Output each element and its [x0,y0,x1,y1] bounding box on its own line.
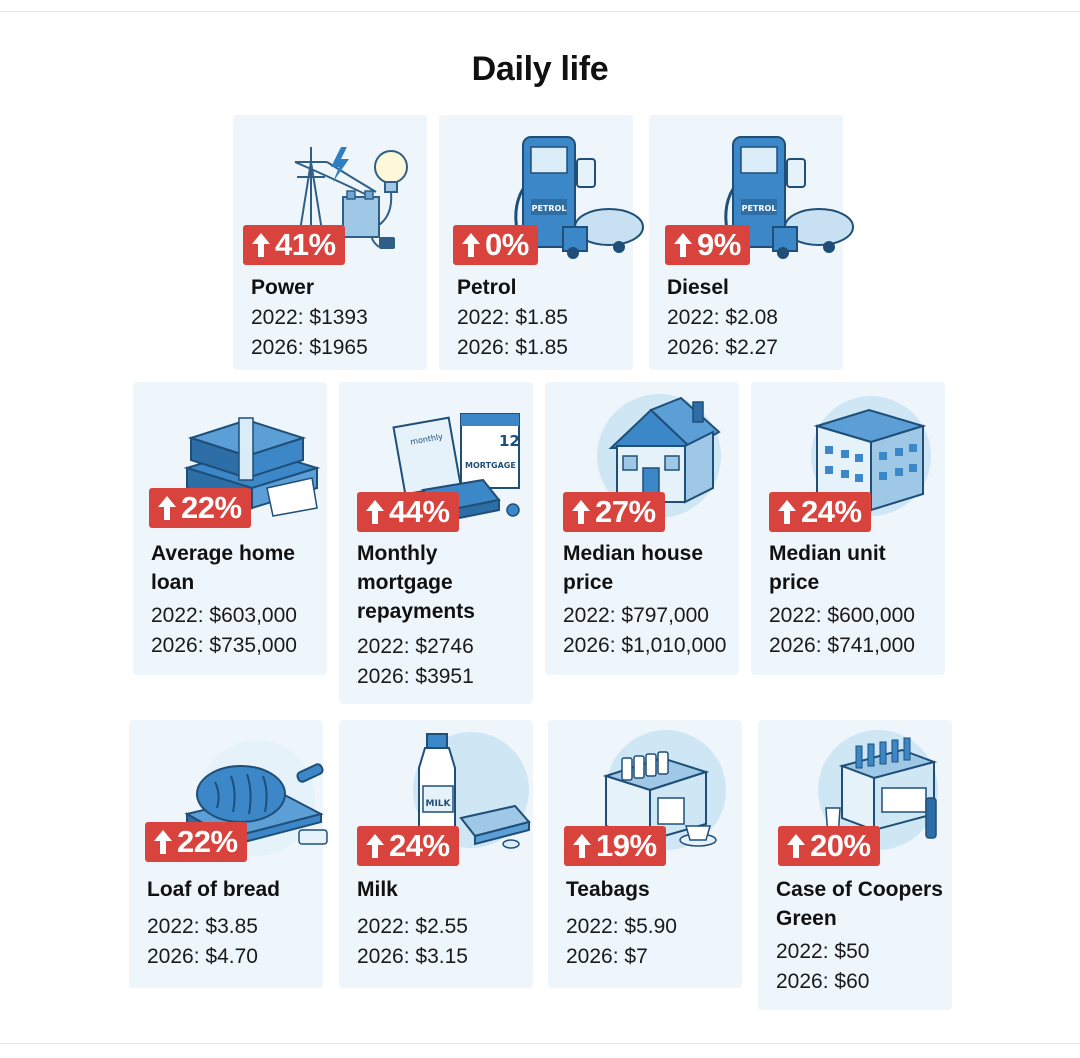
change-badge: 27% [563,492,665,532]
svg-text:MILK: MILK [425,799,451,809]
card-loaf-of-bread [129,720,323,988]
change-badge: 24% [769,492,871,532]
card-average-home-loan [133,382,327,675]
svg-text:MORTGAGE: MORTGAGE [465,461,516,470]
change-badge: 0% [453,225,538,265]
item-label: Monthly mortgage repayments [357,542,475,623]
item-label: Milk [357,878,398,901]
value-2022: 2022: $2.08 [667,306,778,329]
value-block [776,937,948,997]
value-2022: 2022: $2.55 [357,915,468,938]
value-2026: 2026: $4.70 [147,945,258,968]
arrow-up-icon [777,499,797,525]
value-2022: 2022: $50 [776,940,870,963]
arrow-up-icon [157,495,177,521]
item-label: Teabags [566,878,650,901]
arrow-up-icon [153,829,173,855]
svg-text:monthly: monthly [409,432,444,447]
value-block [151,601,323,661]
change-badge: 20% [778,826,880,866]
item-label: Loaf of bread [147,878,281,901]
value-2026: 2026: $1.85 [457,336,568,359]
arrow-up-icon [251,232,271,258]
card-petrol [439,115,633,370]
value-2026: 2026: $60 [776,970,870,993]
value-block [769,601,941,661]
value-2026: 2026: $3.15 [357,945,468,968]
card-teabags [548,720,742,988]
card-coopers-green [758,720,952,1010]
value-2022: 2022: $797,000 [563,604,709,627]
value-2022: 2022: $603,000 [151,604,297,627]
arrow-up-icon [786,833,806,859]
item-label: Case of Coopers Green [776,878,943,930]
item-label: Median unit price [769,542,886,594]
value-2022: 2022: $1.85 [457,306,568,329]
value-2022: 2022: $5.90 [566,915,677,938]
svg-text:12: 12 [499,432,520,450]
item-label: Median house price [563,542,704,594]
svg-text:PETROL: PETROL [531,204,567,213]
change-badge: 19% [564,826,666,866]
card-median-unit-price [751,382,945,675]
card-milk [339,720,533,988]
value-block [457,303,629,363]
value-2022: 2022: $1393 [251,306,368,329]
value-2026: 2026: $3951 [357,665,474,688]
value-2026: 2026: $1965 [251,336,368,359]
value-2026: 2026: $735,000 [151,634,297,657]
change-badge: 41% [243,225,345,265]
arrow-up-icon [673,232,693,258]
value-2022: 2022: $2746 [357,635,474,658]
arrow-up-icon [571,499,591,525]
change-badge: 22% [145,822,247,862]
value-2022: 2022: $3.85 [147,915,258,938]
arrow-up-icon [461,232,481,258]
svg-text:PETROL: PETROL [741,204,777,213]
page-title: Daily life [471,50,609,88]
change-badge: 24% [357,826,459,866]
value-block [357,632,529,692]
card-diesel [649,115,843,370]
value-block [667,303,839,363]
bottom-divider [0,1043,1080,1044]
value-block [147,912,319,972]
item-label: Diesel [667,276,729,299]
value-2026: 2026: $1,010,000 [563,634,727,657]
card-median-house-price [545,382,739,675]
value-2026: 2026: $741,000 [769,634,915,657]
item-label: Average home loan [151,542,295,594]
value-block [357,912,529,972]
item-label: Power [251,276,315,299]
change-badge: 44% [357,492,459,532]
change-badge: 22% [149,488,251,528]
value-block [566,912,738,972]
card-monthly-mortgage [339,382,533,704]
value-2026: 2026: $2.27 [667,336,778,359]
arrow-up-icon [572,833,592,859]
value-2022: 2022: $600,000 [769,604,915,627]
value-block [563,601,735,661]
value-2026: 2026: $7 [566,945,648,968]
arrow-up-icon [365,499,385,525]
arrow-up-icon [365,833,385,859]
item-label: Petrol [457,276,517,299]
top-divider [0,11,1080,12]
card-power [233,115,427,370]
change-badge: 9% [665,225,750,265]
value-block [251,303,423,363]
